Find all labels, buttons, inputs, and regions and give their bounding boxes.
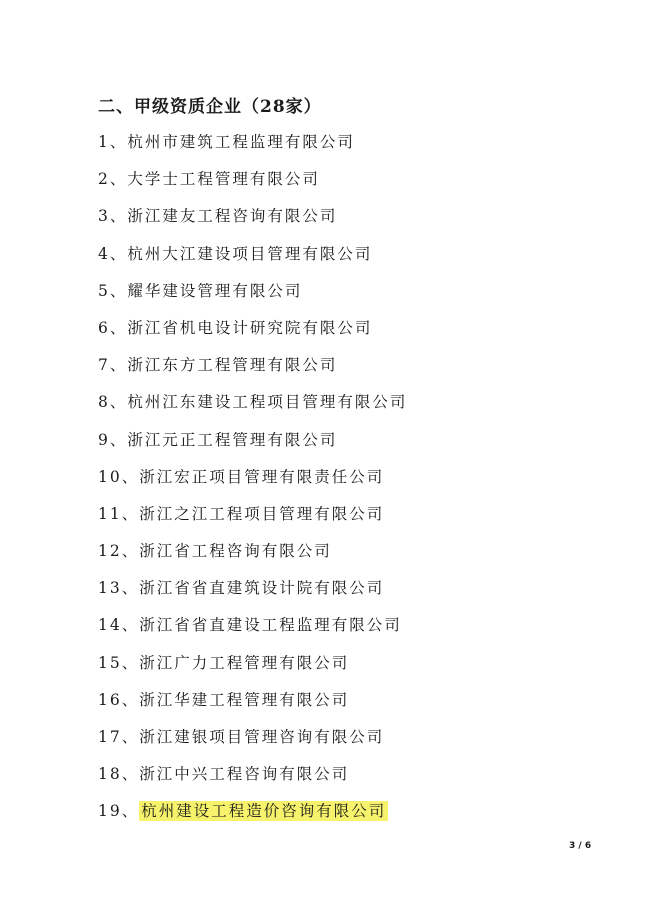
list-item <box>98 277 407 314</box>
item-index: 4、 <box>98 244 128 263</box>
company-name: 浙江元正工程管理有限公司 <box>127 430 338 449</box>
list-item <box>98 686 407 723</box>
company-name: 浙江之江工程项目管理有限公司 <box>139 504 385 523</box>
list-item <box>98 574 407 611</box>
list-item <box>98 723 407 760</box>
company-name: 浙江建友工程咨询有限公司 <box>127 207 338 226</box>
item-index: 13、 <box>98 579 140 598</box>
list-item <box>98 611 407 648</box>
company-name: 杭州江东建设工程项目管理有限公司 <box>127 393 408 412</box>
item-index: 8、 <box>98 393 128 412</box>
list-item <box>98 426 407 463</box>
company-name: 耀华建设管理有限公司 <box>127 281 303 300</box>
list-item <box>98 500 407 537</box>
list-item <box>98 165 407 202</box>
company-name: 浙江省省直建筑设计院有限公司 <box>139 579 385 598</box>
list-item <box>98 314 407 351</box>
item-index: 12、 <box>98 542 140 561</box>
item-index: 9、 <box>98 430 128 449</box>
item-index: 16、 <box>98 690 140 709</box>
company-list <box>98 128 407 835</box>
company-name: 杭州大江建设项目管理有限公司 <box>127 244 373 263</box>
company-name: 浙江东方工程管理有限公司 <box>127 356 338 375</box>
item-index: 19、 <box>98 802 140 821</box>
company-name: 浙江华建工程管理有限公司 <box>139 690 350 709</box>
list-item <box>98 463 407 500</box>
list-item <box>98 128 407 165</box>
highlighted-company-name: 杭州建设工程造价咨询有限公司 <box>141 802 387 821</box>
item-index: 14、 <box>98 616 140 635</box>
list-item <box>98 351 407 388</box>
company-name: 浙江省机电设计研究院有限公司 <box>127 318 373 337</box>
company-name: 浙江省工程咨询有限公司 <box>139 542 332 561</box>
page-number: 3 / 6 <box>569 841 592 851</box>
item-index: 11、 <box>98 504 140 523</box>
list-item <box>98 388 407 425</box>
list-item <box>98 202 407 239</box>
item-index: 7、 <box>98 356 128 375</box>
company-name: 浙江省省直建设工程监理有限公司 <box>139 616 402 635</box>
item-index: 17、 <box>98 728 140 746</box>
company-name: 浙江建银项目管理咨询有限公司 <box>139 728 385 746</box>
item-index: 5、 <box>98 281 128 300</box>
company-name: 杭州市建筑工程监理有限公司 <box>127 133 355 151</box>
item-index: 15、 <box>98 653 140 672</box>
section-heading: 二、甲级资质企业（28家） <box>98 97 322 117</box>
company-name: 浙江广力工程管理有限公司 <box>139 653 350 672</box>
item-index: 6、 <box>98 318 128 337</box>
list-item <box>98 649 407 686</box>
company-name: 浙江宏正项目管理有限责任公司 <box>139 467 385 486</box>
list-item <box>98 537 407 574</box>
list-item <box>98 797 407 834</box>
item-index: 3、 <box>98 207 128 226</box>
item-index: 2、 <box>98 170 128 189</box>
item-index: 18、 <box>98 765 140 784</box>
company-name: 大学士工程管理有限公司 <box>127 170 320 189</box>
item-index: 1、 <box>98 133 128 151</box>
item-index: 10、 <box>98 467 140 486</box>
company-name: 浙江中兴工程咨询有限公司 <box>139 765 350 784</box>
list-item <box>98 240 407 277</box>
list-item <box>98 760 407 797</box>
